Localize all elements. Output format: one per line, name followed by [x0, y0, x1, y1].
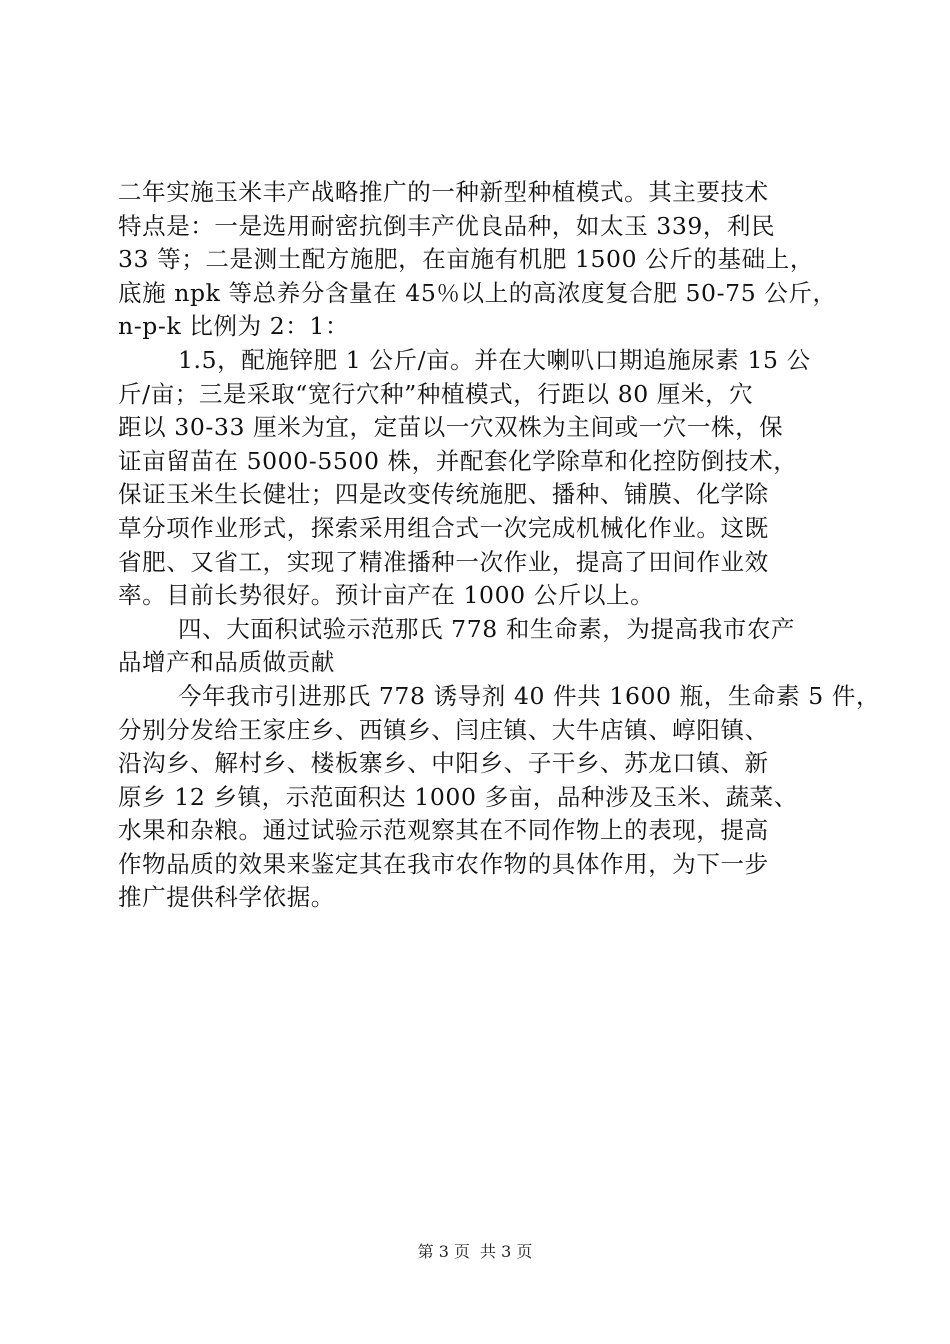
- section-heading: 品增产和品质做贡献: [118, 648, 335, 677]
- text-line: 距以 30-33 厘米为宜，定苗以一穴双株为主间或一穴一株，保: [118, 413, 784, 442]
- text-line: 省肥、又省工，实现了精准播种一次作业，提高了田间作业效: [118, 547, 769, 576]
- text-line: 水果和杂粮。通过试验示范观察其在不同作物上的表现，提高: [118, 816, 769, 845]
- section-heading: 四、大面积试验示范那氏 778 和生命素，为提高我市农产: [178, 614, 796, 643]
- text-line: 1.5，配施锌肥 1 公斤/亩。并在大喇叭口期追施尿素 15 公: [178, 345, 811, 374]
- text-line: 底施 npk 等总养分含量在 45％以上的高浓度复合肥 50-75 公斤，: [118, 278, 837, 307]
- text-line: 草分项作业形式，探索采用组合式一次完成机械化作业。这既: [118, 513, 769, 542]
- page-footer: [0, 1242, 950, 1262]
- text-line: 特点是：一是选用耐密抗倒丰产优良品种，如太玉 339，利民: [118, 211, 776, 240]
- page-total: 共 3 页: [480, 1242, 533, 1261]
- text-line: 33 等；二是测土配方施肥，在亩施有机肥 1500 公斤的基础上，: [118, 245, 814, 274]
- text-line: 斤/亩；三是采取“宽行穴种”种植模式，行距以 80 厘米，穴: [118, 379, 754, 408]
- text-line: 原乡 12 乡镇，示范面积达 1000 多亩，品种涉及玉米、蔬菜、: [118, 782, 798, 811]
- text-line: 沿沟乡、解村乡、楼板寨乡、中阳乡、子干乡、苏龙口镇、新: [118, 749, 769, 778]
- text-line: 今年我市引进那氏 778 诱导剂 40 件共 1600 瓶，生命素 5 件，: [178, 681, 881, 710]
- text-line: n-p-k 比例为 2：1：: [118, 312, 350, 341]
- text-line: 率。目前长势很好。预计亩产在 1000 公斤以上。: [118, 581, 655, 610]
- text-line: 证亩留苗在 5000-5500 株，并配套化学除草和化控防倒技术，: [118, 446, 798, 475]
- text-line: 保证玉米生长健壮；四是改变传统施肥、播种、铺膜、化学除: [118, 480, 769, 509]
- text-line: 分别分发给王家庄乡、西镇乡、闫庄镇、大牛店镇、崞阳镇、: [118, 715, 769, 744]
- text-line: 二年实施玉米丰产战略推广的一种新型种植模式。其主要技术: [118, 178, 769, 206]
- page-number: 第 3 页: [417, 1242, 470, 1261]
- text-line: 作物品质的效果来鉴定其在我市农作物的具体作用，为下一步: [118, 849, 769, 878]
- body-text: [118, 176, 881, 915]
- text-line: 推广提供科学依据。: [118, 883, 335, 912]
